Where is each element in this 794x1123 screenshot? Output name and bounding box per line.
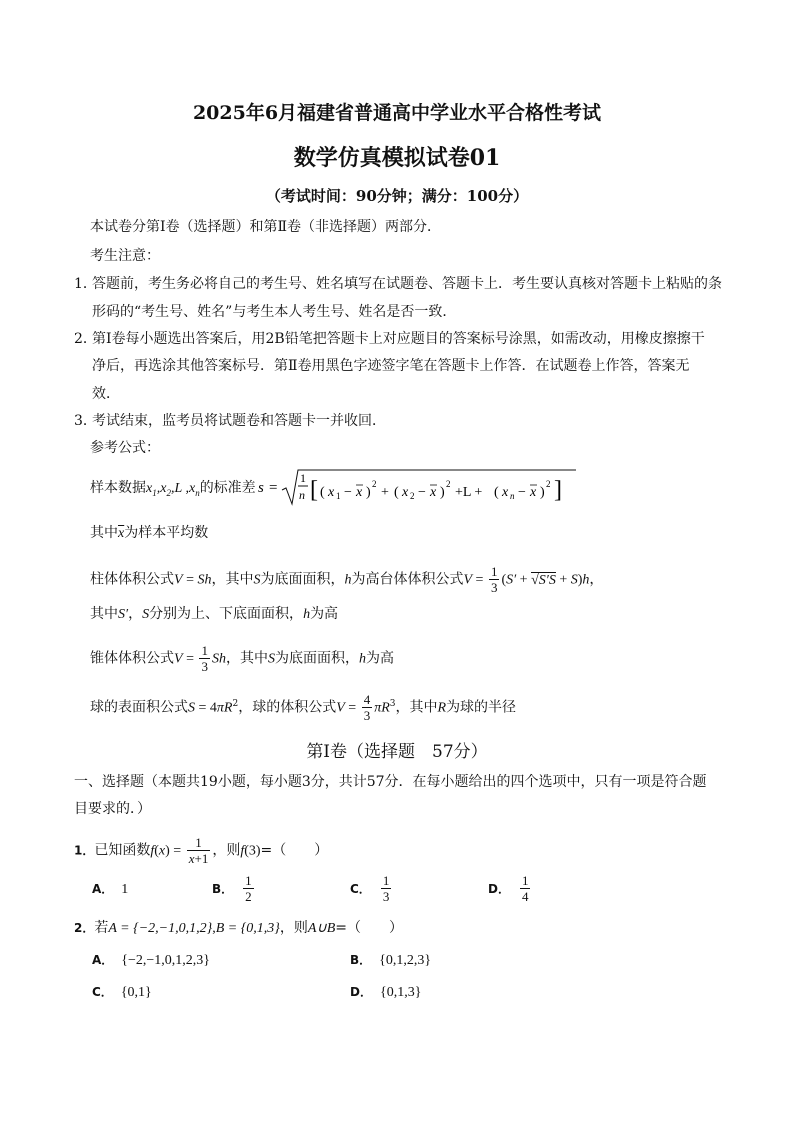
paper-title: 数学仿真模拟试卷01 <box>293 145 501 171</box>
option-den: 3 <box>382 889 390 904</box>
cone-mid1: ，其中 <box>225 650 268 667</box>
svg-text:+L +: +L + <box>455 485 483 500</box>
sphere-prefix: 球的表面积公式 <box>90 699 188 716</box>
notice-item-2-num: 2． <box>74 331 97 347</box>
exam-info: （考试时间：90分钟；满分：100分） <box>265 187 529 205</box>
question-2-option-a[interactable] <box>92 951 210 969</box>
option-label: C． <box>92 985 113 999</box>
notice-item-3-num: 3． <box>74 413 97 429</box>
prism-expr: V <box>174 572 183 588</box>
intro-text: 本试卷分第Ⅰ卷（选择题）和第Ⅱ卷（非选择题）两部分． <box>90 219 442 235</box>
exam-title: 2025年6月福建省普通高中学业水平合格性考试 <box>192 102 602 124</box>
section1-desc-line1: 一、选择题（本题共19小题，每小题3分，共计57分．在每小题给出的四个选项中，只有一项是符合题 <box>74 774 707 790</box>
question-2-set-b: B = {0,1,3} <box>215 921 280 936</box>
svg-text:[: [ <box>310 477 318 503</box>
svg-text:(: ( <box>320 485 325 500</box>
formula-label: 参考公式： <box>90 440 160 456</box>
svg-text:x: x <box>530 485 537 500</box>
question-2-option-b[interactable] <box>350 951 431 969</box>
sample-data-expr: $x_1,x_2,L$ $,x_n$ <box>146 481 200 498</box>
question-1-option-d[interactable] <box>488 873 532 904</box>
std-dev-expression <box>256 466 580 508</box>
option-den: 4 <box>521 889 529 904</box>
option-label: A． <box>92 953 114 967</box>
svg-text:1: 1 <box>300 471 306 485</box>
svg-text:n: n <box>299 488 305 502</box>
question-2-suffix: =（ ） <box>335 920 403 936</box>
svg-text:−: − <box>344 485 352 500</box>
one-third-fraction: $\frac{1}{3}$ <box>490 564 498 595</box>
svg-text:−: − <box>518 485 526 500</box>
sphere-mid: ，球的体积公式 <box>238 699 337 716</box>
question-1-option-a[interactable] <box>92 880 128 898</box>
svg-text:x: x <box>356 485 363 500</box>
frustum-note4: 为高 <box>310 606 339 622</box>
option-label: A． <box>92 882 114 896</box>
question-2-option-d[interactable] <box>350 983 421 1001</box>
svg-text:s: s <box>258 480 264 496</box>
frustum-note2: ， <box>128 606 143 622</box>
sphere-suffix1: ，其中 <box>395 699 438 716</box>
question-1: 1．已知函数f(x) = $\frac{1}{x+1}$ ，则f(3)=（ ） <box>74 835 329 866</box>
sphere-suffix2: 为球的半径 <box>446 699 517 716</box>
svg-text:): ) <box>540 485 545 500</box>
cone-mid3: 为高 <box>365 650 394 667</box>
svg-text:): ) <box>366 485 371 500</box>
option-value: 1 <box>121 882 129 897</box>
question-2: 2．若A = {−2,−1,0,1,2},B = {0,1,3}，则A∪B=（ ） <box>74 920 403 936</box>
section1-desc-line2: 目要求的．） <box>74 801 151 817</box>
svg-text:(: ( <box>394 485 399 500</box>
option-label: C． <box>350 881 371 896</box>
notice-item-1-line2: 形码的“考生号、姓名”与考生本人考生号、姓名是否一致． <box>92 304 457 320</box>
svg-text:=: = <box>269 480 278 496</box>
option-num: 1 <box>382 873 390 888</box>
sphere-formula: 球的表面积公式$S = 4\pi R^2$，球的体积公式V = $\frac{4}{3}$ $\pi R^3$，其中R为球的半径 <box>90 692 517 723</box>
frustum-note: 其中S′，S分别为上、下底面面积，h为高 <box>90 606 339 622</box>
option-label: D． <box>350 985 372 999</box>
svg-text:+: + <box>381 485 389 500</box>
notice-item-2-line3: 效． <box>92 386 120 402</box>
svg-text:n: n <box>510 491 515 501</box>
svg-text:2: 2 <box>546 479 551 489</box>
frustum-note1: 其中 <box>90 606 118 622</box>
prism-prefix: 柱体体积公式 <box>90 571 174 588</box>
question-2-set-a: A = {−2,−1,0,1,2} <box>108 921 213 936</box>
option-label: B． <box>212 881 234 896</box>
svg-text:2: 2 <box>410 491 415 501</box>
question-2-mid: ，则 <box>279 920 308 936</box>
option-value: {−2,−1,0,1,2,3} <box>121 953 211 968</box>
svg-text:(: ( <box>494 485 499 500</box>
notice-item-3-line1: 考试结束，监考员将试题卷和答题卡一并收回． <box>92 413 386 429</box>
cone-prefix: 锥体体积公式 <box>90 650 174 667</box>
option-num: 1 <box>521 873 529 888</box>
option-value: {0,1,3} <box>379 985 422 1000</box>
prism-mid3: 为高台体体积公式 <box>351 571 464 588</box>
svg-text:2: 2 <box>446 479 451 489</box>
svg-text:): ) <box>440 485 445 500</box>
question-2-option-c[interactable] <box>92 983 152 1001</box>
prism-mid2: 为底面面积， <box>260 571 345 588</box>
notice-item-1-num: 1． <box>74 276 97 292</box>
prism-mid1: ，其中 <box>211 571 254 588</box>
cone-formula: 锥体体积公式V = $\frac{1}{3}$ Sh，其中S为底面面积，h为高 <box>90 643 394 674</box>
mean-symbol: $\overline{x}$ <box>118 526 125 541</box>
std-dev-prefix: 样本数据 <box>90 480 146 496</box>
cone-mid2: 为底面面积， <box>274 650 359 667</box>
section1-heading: 第Ⅰ卷（选择题 57分） <box>306 742 488 762</box>
notice-item-2-line1: 第Ⅰ卷每小题选出答案后，用2B铅笔把答题卡上对应题目的答案标号涂黑，如需改动，用橡皮擦擦干 <box>92 331 705 347</box>
svg-text:1: 1 <box>336 491 341 501</box>
std-dev-middle: 的标准差 <box>199 480 256 496</box>
question-2-union: A∪B <box>307 921 336 936</box>
notice-item-1-line1: 答题前，考生务必将自己的考生号、姓名填写在试题卷、答题卡上．考生要认真核对答题卡上粘贴的条 <box>92 276 722 292</box>
question-1-num: 1． <box>74 843 95 858</box>
svg-text:]: ] <box>554 477 562 503</box>
svg-text:x: x <box>430 485 437 500</box>
question-1-prefix: 已知函数 <box>94 842 151 859</box>
question-1-option-b[interactable] <box>212 873 256 904</box>
prism-formula: 柱体体积公式V = Sh，其中S为底面面积，h为高台体体积公式V = $\frac{1}{3}$ (S′ + √S′S + S)h， <box>90 564 604 595</box>
svg-text:−: − <box>418 485 426 500</box>
frustum-note3: 分别为上、下底面面积， <box>149 606 304 622</box>
option-den: 2 <box>245 889 252 904</box>
svg-text:x: x <box>502 485 509 500</box>
question-1-mid: ，则 <box>212 842 241 859</box>
question-2-prefix: 若 <box>94 920 109 936</box>
std-dev-formula <box>90 478 256 503</box>
option-label: B． <box>350 953 372 967</box>
question-1-suffix: =（ ） <box>260 842 329 859</box>
mean-note-prefix: 其中 <box>90 525 118 541</box>
mean-note <box>90 523 208 544</box>
svg-text:x: x <box>402 485 409 500</box>
svg-text:2: 2 <box>372 479 377 489</box>
question-1-option-c[interactable] <box>350 873 393 904</box>
mean-note-suffix: 为样本平均数 <box>124 525 209 541</box>
option-value: {0,1,2,3} <box>379 953 432 968</box>
option-label: D． <box>488 881 510 896</box>
notice-label: 考生注意： <box>90 248 160 264</box>
question-2-num: 2． <box>74 921 95 935</box>
option-value: {0,1} <box>120 985 152 1000</box>
svg-text:x: x <box>328 485 335 500</box>
notice-item-2-line2: 净后，再选涂其他答案标号．第Ⅱ卷用黑色字迹签字笔在答题卡上作答．在试题卷上作答，答案无 <box>92 358 690 374</box>
option-num: 1 <box>245 873 252 888</box>
